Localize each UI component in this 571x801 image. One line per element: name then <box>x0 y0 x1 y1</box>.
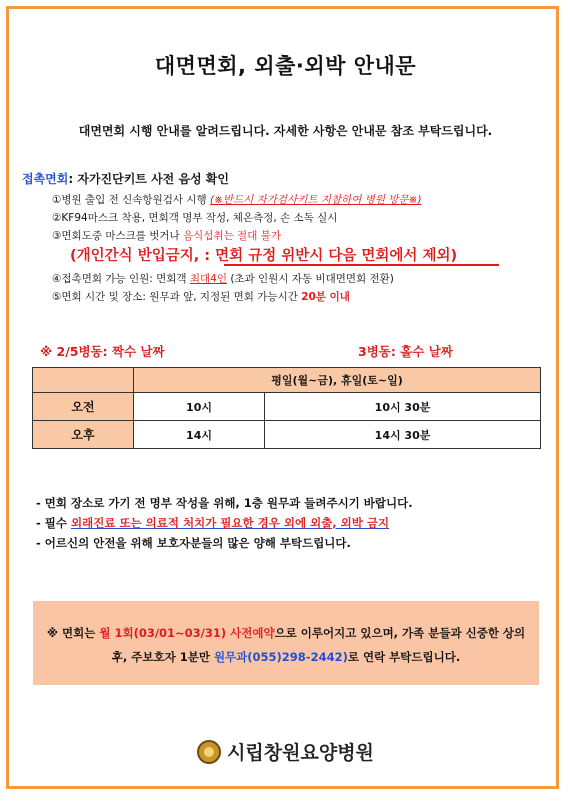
rule-5-text: ⑤면회 시간 및 장소: 원무과 앞, 지정된 면회 가능시간 <box>52 291 302 303</box>
table-row <box>33 393 541 421</box>
rule-1-text: ①병원 출입 전 신속항원검사 시행 <box>52 194 210 206</box>
notice-reservation: 월 1회(03/01~03/31) 사전예약 <box>99 626 275 640</box>
section-label: 접촉면회 <box>22 172 69 186</box>
schedule-header-row <box>33 368 541 393</box>
rule-item-4 <box>52 271 394 286</box>
cell-pm-ward-a: 14시 <box>134 421 265 449</box>
rule-item-3 <box>52 228 281 243</box>
row-label-pm: 오후 <box>33 421 134 449</box>
schedule-corner <box>33 368 134 393</box>
notice-phone: 원무과(055)298-2442) <box>213 650 348 664</box>
hospital-name: 시립창원요양병원 <box>227 742 374 764</box>
rule-4-limit: 최대4인 <box>189 273 227 285</box>
section-rest: : 자가진단키트 사전 음성 확인 <box>68 172 229 186</box>
page-title: 대면면회, 외출·외박 안내문 <box>154 54 417 78</box>
rule-item-2: ②KF94마스크 착용, 면회객 명부 작성, 체온측정, 손 소독 실시 <box>52 212 338 224</box>
row-label-am: 오전 <box>33 393 134 421</box>
rule-4-post: (초과 인원시 자동 비대면면회 전환) <box>226 273 394 285</box>
table-row <box>33 421 541 449</box>
rule-3-warning: 음식섭취는 절대 불가 <box>183 230 281 242</box>
rule-5-time: 20분 이내 <box>301 291 350 303</box>
ward-odd-label: 3병동: 홀수 날짜 <box>358 344 453 359</box>
note-2-prefix: - 필수 <box>36 516 71 530</box>
schedule-header: 평일(월~금), 휴일(토~일) <box>134 368 541 393</box>
cell-am-ward-b: 10시 30분 <box>265 393 541 421</box>
notice-part-1: ※ 면회는 <box>46 626 100 640</box>
intro-text: 대면면회 시행 안내를 알려드립니다. 자세한 사항은 안내문 참조 부탁드립니다. <box>78 124 493 138</box>
reservation-notice-box <box>33 601 539 685</box>
rule-item-1 <box>52 192 422 207</box>
section-heading <box>22 170 229 187</box>
snack-ban-notice: (개인간식 반입금지, : 면회 규정 위반시 다음 면회에서 제외) <box>70 248 458 264</box>
ward-even-label: ※ 2/5병동: 짝수 날짜 <box>40 344 165 359</box>
note-1: - 면회 장소로 가기 전 명부 작성을 위해, 1층 원무과 들려주시기 바랍니다. <box>36 496 413 510</box>
rule-1-warning: (※반드시 자가검사키트 지참하여 병원 방문※) <box>209 194 422 206</box>
notice-part-3: 로 연락 부탁드립니다. <box>347 650 461 664</box>
notice-part-2: 으로 이루어지고 있으며, 가족 분들과 신중한 상의후, 주보호자 1분만 <box>111 626 526 664</box>
schedule-table <box>32 367 541 449</box>
hospital-emblem-icon <box>197 740 221 764</box>
snack-ban-underline <box>224 264 499 266</box>
cell-am-ward-a: 10시 <box>134 393 265 421</box>
note-3: - 어르신의 안전을 위해 보호자분들의 많은 양해 부탁드립니다. <box>36 536 351 550</box>
footer <box>0 738 571 765</box>
rule-3-text: ③면회도중 마스크를 벗거나 <box>52 230 183 242</box>
note-2 <box>36 515 389 531</box>
note-2-warning: 외래진료 또는 의료적 처치가 필요한 경우 외에 외출, 외박 금지 <box>71 516 390 530</box>
rule-4-text: ④접촉면회 가능 인원: 면회객 <box>52 273 190 285</box>
cell-pm-ward-b: 14시 30분 <box>265 421 541 449</box>
rule-item-5 <box>52 289 350 304</box>
